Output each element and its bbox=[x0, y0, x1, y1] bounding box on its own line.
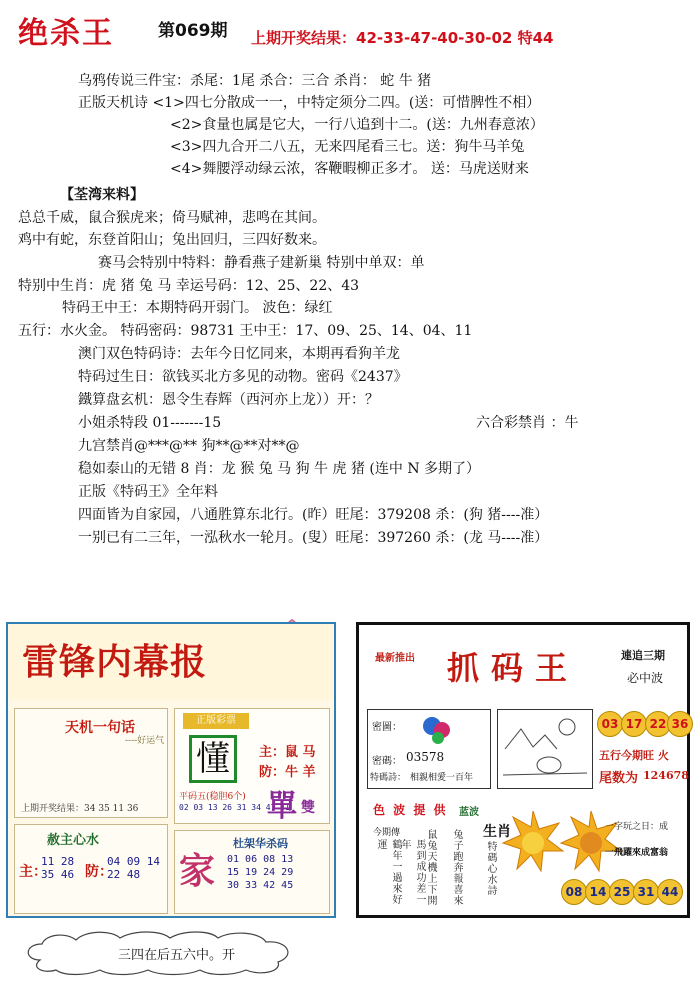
text-line: 鐵算盘玄机：恩令生春辉（西河亦上龙））开：？ bbox=[78, 392, 379, 408]
dujia-nums-row: 30 33 42 45 bbox=[227, 880, 294, 891]
lucky-label: 一飛躍來成富翁 bbox=[605, 848, 669, 858]
text-line: <3>四九合开二八五，无来四尾看三七。送：狗牛马羊兔 bbox=[170, 139, 525, 155]
vertical-text: 鶴年一過來好運 bbox=[375, 839, 401, 905]
xinshui-cell bbox=[14, 824, 168, 914]
page-title: 绝杀王 bbox=[18, 16, 114, 51]
section-heading: 【荃湾来料】 bbox=[60, 187, 144, 203]
zhu-nums bbox=[41, 855, 74, 881]
mima-value: 03578 bbox=[406, 750, 445, 764]
dujia-nums-row: 15 19 24 29 bbox=[227, 867, 294, 878]
fang-nums-row: 04 09 14 bbox=[107, 855, 160, 868]
yizi-label: 一字玩之日：成 bbox=[605, 822, 669, 832]
weishu-label: 尾数为 bbox=[599, 771, 639, 786]
text-line: 澳门双色特码诗：去年今日忆同来，本期再看狗羊龙 bbox=[78, 346, 400, 362]
number-ball: 36 bbox=[667, 711, 693, 737]
number-ball: 08 bbox=[561, 879, 587, 905]
text-line: 特码过生日：欲钱买北方多见的动物。密码《2437》 bbox=[78, 369, 408, 385]
lianzhui-label: 連追三期 bbox=[621, 649, 665, 662]
xinshui-title: 赦主心水 bbox=[47, 833, 100, 848]
jinqi-label: 今期傳 bbox=[373, 828, 401, 838]
zhu-label: 主： bbox=[19, 864, 47, 880]
zhu-pick: 主：鼠 马 bbox=[259, 745, 316, 760]
mitu-label: 密圖： bbox=[372, 722, 402, 733]
leifeng-panel bbox=[6, 622, 336, 918]
text-line: 一别已有二三年，一泓秋水一轮月。(叟）旺尾：397260 杀：(龙 马----准） bbox=[78, 530, 549, 546]
sketch-image bbox=[497, 709, 593, 789]
tianji-title: 天机一句话 bbox=[65, 720, 135, 736]
text-line: 正版《特码王》全年料 bbox=[78, 484, 218, 500]
zhuama-panel bbox=[356, 622, 690, 918]
pingma-label: 平码五(稳胆6个) bbox=[179, 792, 246, 802]
text-line: 五行：水火金。 特码密码：98731 王中王：17、09、25、14、04、11 bbox=[18, 323, 473, 339]
text-line: 四面皆为自家园，八通胜算东北行。(昨）旺尾：379208 杀：(狗 猪----准） bbox=[78, 507, 549, 523]
sebo-color: 蓝波 bbox=[459, 807, 479, 818]
zhengban-label: 正版彩票 bbox=[183, 713, 249, 729]
text-line: 乌鸦传说三件宝：杀尾：1尾 杀合：三合 杀肖： 蛇 牛 猪 bbox=[78, 73, 432, 89]
dan-char: 單 bbox=[267, 789, 297, 824]
panel-header bbox=[8, 624, 334, 700]
cloud-text: 三四在后五六中。开 bbox=[118, 948, 236, 963]
shengxiao-label: 生肖 bbox=[483, 824, 511, 840]
sun-icon bbox=[501, 809, 565, 873]
bizhong-label: 必中波 bbox=[627, 671, 664, 685]
big-char: 懂 bbox=[189, 735, 237, 783]
number-ball: 31 bbox=[633, 879, 659, 905]
wuxing-label: 五行今期旺 火 bbox=[599, 749, 669, 762]
text-line: 特码王中王：本期特码开弱门。 波色：绿红 bbox=[62, 300, 333, 316]
dujia-title: 杜架华杀码 bbox=[233, 837, 288, 850]
number-ball: 44 bbox=[657, 879, 683, 905]
text-line: <2>食量也属是它大，一行八追到十二。(送：九州春意浓） bbox=[170, 117, 544, 133]
last-result: 上期开奖结果：42-33-47-40-30-02 特44 bbox=[251, 29, 554, 47]
dujia-nums bbox=[227, 853, 293, 892]
text-line: 赛马会特别中特料：静看燕子建新巢 特别中单双：单 bbox=[98, 255, 425, 271]
fang-pick: 防：牛 羊 bbox=[259, 765, 316, 780]
text-line: 六合彩禁肖 ：牛 bbox=[476, 415, 579, 431]
text-line: 九宫禁肖@***@** 狗**@**对**@ bbox=[78, 438, 300, 454]
number-ball: 22 bbox=[645, 711, 671, 737]
zhengban-cell bbox=[174, 708, 330, 824]
tianji-sub: ----好运气 bbox=[125, 736, 165, 746]
fang-nums bbox=[107, 855, 160, 881]
text-line: 稳如泰山的无错 8 肖：龙 猴 兔 马 狗 牛 虎 猪 (连中 N 多期了） bbox=[78, 461, 481, 477]
shi-label: 特碼詩： bbox=[370, 773, 407, 783]
issue-number: 第069期 bbox=[158, 21, 228, 41]
text-line: 特别中生肖：虎 猪 兔 马 幸运号码：12、25、22、43 bbox=[18, 278, 360, 294]
number-ball: 14 bbox=[585, 879, 611, 905]
weishu-value: 124678 bbox=[643, 769, 689, 782]
sebo-label: 色 波 提 供 bbox=[373, 803, 448, 817]
number-ball: 03 bbox=[597, 711, 623, 737]
vertical-text: 兔子跑奔報喜來 bbox=[451, 829, 462, 906]
small-note: 上期开奖结果：34 35 11 36 bbox=[21, 804, 139, 814]
dujia-cell bbox=[174, 830, 330, 914]
text-line: 小姐杀特段 01-------15 bbox=[78, 415, 222, 431]
zhuama-title: 抓码王 bbox=[447, 649, 580, 687]
shi-value: 相親相愛一百年 bbox=[410, 773, 474, 783]
panel-title: 雷锋内幕报 bbox=[22, 642, 208, 683]
text-line: 正版天机诗 <1>四七分散成一一，中特定须分二四。(送：可惜脾性不相） bbox=[78, 95, 541, 111]
zhu-nums-row: 11 28 bbox=[41, 855, 75, 868]
vertical-text: 馬到成功差一年 bbox=[399, 839, 425, 905]
vertical-text: 特碼心水詩 bbox=[485, 841, 496, 896]
fang-label: 防： bbox=[85, 864, 113, 880]
tianji-cell bbox=[14, 708, 168, 818]
text-line: <4>舞腰浮动绿云浓，客鞭暇柳正多才。 送：马虎送财来 bbox=[170, 161, 529, 177]
mima-label: 密碼： bbox=[372, 756, 402, 767]
text-line: 总总千威，鼠合猴虎来；倚马赋神，悲鸣在其间。 bbox=[18, 210, 326, 226]
parrot-icon bbox=[420, 712, 454, 746]
shuang-char: 雙 bbox=[301, 800, 315, 816]
pingma-nums: 02 03 13 26 31 34 47 41 bbox=[179, 803, 290, 812]
number-ball: 17 bbox=[621, 711, 647, 737]
fang-nums-row: 22 48 bbox=[107, 868, 141, 881]
number-ball: 25 bbox=[609, 879, 635, 905]
vertical-text: 鼠兔天機上下開 bbox=[425, 829, 436, 906]
new-label: 最新推出 bbox=[375, 653, 415, 664]
dujia-nums-row: 01 06 08 13 bbox=[227, 854, 294, 865]
mitu-box bbox=[367, 709, 491, 789]
text-line: 鸡中有蛇，东登首阳山；兔出回归，三四好数来。 bbox=[18, 232, 326, 248]
dujia-char: 家 bbox=[179, 851, 216, 892]
zhu-nums-row: 35 46 bbox=[41, 868, 75, 881]
